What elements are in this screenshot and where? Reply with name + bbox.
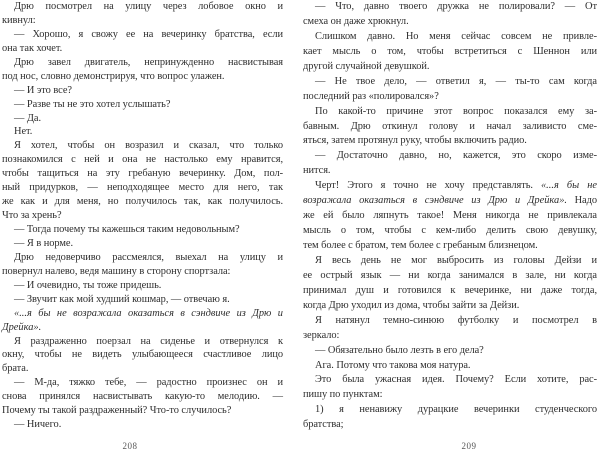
paragraph — [303, 75, 597, 105]
text-run: чтобы тащиться на эту гребаную вечеринку. Дом, пол- — [2, 168, 283, 180]
text-run: под нос, словно демонстрируя, что вопрос улажен. — [2, 70, 225, 82]
text-run: другой случайной девушкой. — [303, 60, 430, 72]
text-line — [303, 254, 597, 269]
text-run: — Я в норме. — [14, 237, 73, 249]
paragraph — [303, 0, 597, 30]
text-line — [2, 167, 283, 181]
paragraph — [2, 335, 283, 377]
text-run: — Достаточно давно, но, кажется, это скоро изме- — [315, 150, 597, 162]
text-run: — М-да, тяжко тебе, — радостно произнес он и — [14, 377, 283, 389]
text-line — [303, 269, 597, 284]
text-run: зеркало: — [303, 329, 340, 341]
text-run: ее острый язык — ни когда занимался в зале, ни когда — [303, 269, 597, 281]
paragraph — [2, 223, 283, 237]
text-run: кает мысль о том, чтобы встретиться с Шеннон или — [303, 45, 597, 57]
text-run: пишу по пунктам: — [303, 389, 383, 401]
text-run: мысль о том, чтобы с кем-либо делить свою девушку, — [303, 225, 597, 237]
text-run: кивнул: — [2, 14, 36, 26]
text-run: — Не твое дело, — ответил я, — ты-то сам когда — [315, 75, 597, 87]
paragraph — [2, 139, 283, 223]
text-line — [2, 139, 283, 153]
text-line — [303, 179, 597, 194]
text-run: Слишком давно. Но меня сейчас совсем не привле- — [315, 30, 597, 42]
text-run: Дрю посмотрел на улицу через лобовое окно и — [14, 1, 283, 12]
paragraph — [2, 98, 283, 112]
text-line — [2, 195, 283, 209]
text-line — [2, 321, 283, 335]
text-line — [2, 98, 283, 112]
paragraph — [303, 403, 597, 433]
text-line — [2, 209, 283, 223]
text-run: смеха он даже хрюкнул. — [303, 15, 409, 27]
paragraph — [2, 307, 283, 335]
text-run: — И очевидно, ты тоже придешь. — [14, 279, 162, 291]
text-run: Дрю завел двигатель, непринужденно насвистывая — [14, 56, 283, 68]
text-run: По какой-то причине этот вопрос показался ему за- — [315, 105, 597, 117]
text-line — [2, 125, 283, 139]
text-line — [303, 373, 597, 388]
text-line — [303, 314, 597, 329]
text-line — [2, 223, 283, 237]
text-run: принимал душ и готовился к вечеринке, ни даже тогда, — [303, 284, 597, 296]
paragraph — [2, 112, 283, 126]
paragraph — [303, 30, 597, 75]
text-run: снова принялся насвистывать какую-то мелодию. — — [2, 391, 283, 403]
text-run: — Звучит как мой худший кошмар, — отвечаю я. — [14, 293, 230, 305]
paragraph — [303, 149, 597, 179]
text-run: Я натянул темно-синюю футболку и посмотрел в — [315, 314, 597, 326]
text-line — [303, 90, 597, 105]
text-line — [303, 45, 597, 60]
text-line — [303, 60, 597, 75]
paragraph — [2, 0, 283, 28]
text-run: — Что, давно твоего дружка не полировали? — От — [315, 1, 597, 12]
text-line — [303, 194, 597, 209]
text-run: 1) я ненавижу дурацкие вечеринки студенческого — [315, 404, 597, 416]
text-run: — И это все? — [14, 84, 72, 96]
page-right-text — [303, 0, 597, 433]
italic-text-run: «...я бы не возражала оказаться в сэндвиче из Дрю и — [14, 307, 283, 319]
text-run: Ага. Потому что такова моя натура. — [315, 359, 471, 371]
text-line — [303, 403, 597, 418]
italic-text-run: возражала оказаться в сэндвиче из Дрю и Дрейка». — [303, 195, 567, 207]
text-line — [303, 239, 597, 254]
text-line — [303, 329, 597, 344]
text-run: — Тогда почему ты кажешься таким недовольным? — [14, 224, 240, 235]
text-run: — Ничего. — [14, 419, 62, 431]
text-line — [2, 112, 283, 126]
text-line — [2, 293, 283, 307]
text-line — [303, 134, 597, 149]
paragraph — [2, 56, 283, 84]
text-line — [303, 15, 597, 30]
text-line — [303, 75, 597, 90]
page-number-left: 208 — [122, 441, 138, 451]
text-line — [303, 299, 597, 314]
text-run: нится. — [303, 165, 331, 177]
text-run: Надо — [567, 195, 597, 207]
text-line — [2, 362, 283, 376]
text-run: Это была ужасная идея. Почему? Если хотите, рас- — [315, 374, 597, 386]
text-line — [2, 56, 283, 70]
paragraph — [2, 28, 283, 56]
text-line — [2, 251, 283, 265]
text-line — [2, 181, 283, 195]
text-line — [303, 0, 597, 15]
text-line — [303, 344, 597, 359]
italic-text-run: Дрейка». — [2, 321, 42, 333]
text-run: окну, чтобы не видеть улыбающееся счастливое лицо — [2, 349, 283, 361]
text-run: Дрю недоверчиво рассмеялся, выехал на улицу и — [14, 251, 283, 263]
text-line — [303, 359, 597, 374]
text-run: Что за хрень? — [2, 210, 62, 222]
text-line — [2, 307, 283, 321]
text-run: брата. — [2, 363, 29, 375]
text-line — [303, 149, 597, 164]
text-run: — Да. — [14, 112, 42, 124]
page-left-text — [2, 0, 283, 432]
text-line — [2, 279, 283, 293]
text-run: когда Дрю уходил из дома, чтобы зайти за Дейзи. — [303, 299, 520, 311]
text-line — [303, 209, 597, 224]
text-run: — Обязательно было лезть в его дела? — [315, 344, 484, 356]
text-run: она так хочет. — [2, 42, 63, 54]
paragraph — [2, 237, 283, 251]
text-line — [303, 388, 597, 403]
text-line — [2, 153, 283, 167]
paragraph — [2, 84, 283, 98]
paragraph — [303, 105, 597, 150]
text-run: тем более с братом, тем более с гребаным близнецом. — [303, 240, 538, 251]
paragraph — [303, 373, 597, 403]
text-run: Почему ты такой раздраженный? Что-то случилось? — [2, 405, 232, 417]
text-run: — Хорошо, я свожу ее на вечеринку братства, если — [14, 28, 283, 40]
paragraph — [2, 125, 283, 139]
text-run: Нет. — [14, 126, 33, 138]
text-run: же как и для меня, но получилось так, как получилось. — [2, 196, 283, 208]
text-run: братства; — [303, 419, 344, 431]
text-line — [2, 28, 283, 42]
italic-text-run: «...я бы не — [540, 180, 597, 192]
text-run: Я раздраженно поерзал на сиденье и отвернулся к — [14, 335, 283, 347]
text-run: — Разве ты не это хотел услышать? — [14, 98, 171, 110]
text-run: Черт! Этого я точно не хочу представлять. — [315, 180, 541, 192]
text-line — [303, 120, 597, 135]
text-line — [2, 335, 283, 349]
text-run: познакомился с ней и она не настолько ему нравится, — [2, 154, 283, 166]
text-run: бавным. Дрю откинул голову и начал заливисто сме- — [303, 120, 597, 132]
text-run: Я хотел, чтобы он возразил и сказал, что только — [14, 140, 283, 152]
text-run: последний раз «полировался»? — [303, 90, 439, 102]
paragraph — [303, 359, 597, 374]
paragraph — [2, 293, 283, 307]
text-line — [2, 418, 283, 432]
text-run: яться, затем протянул руку, чтобы включить радио. — [303, 135, 527, 147]
text-run: же ей было ляпнуть такое! Меня никогда не привлекала — [303, 210, 597, 222]
text-line — [303, 105, 597, 120]
paragraph — [303, 344, 597, 359]
text-line — [2, 84, 283, 98]
text-line — [303, 224, 597, 239]
text-run: повернул налево, ведя машину в сторону спортзала: — [2, 265, 231, 277]
text-line — [2, 0, 283, 14]
text-line — [2, 14, 283, 28]
text-run: ный придурков, — неподходящее место для него, так — [2, 182, 283, 194]
text-line — [2, 390, 283, 404]
paragraph — [303, 314, 597, 344]
text-line — [2, 42, 283, 56]
text-line — [2, 376, 283, 390]
text-line — [303, 164, 597, 179]
text-line — [2, 265, 283, 279]
text-line — [303, 284, 597, 299]
text-line — [2, 237, 283, 251]
text-line — [2, 70, 283, 84]
paragraph — [303, 254, 597, 314]
text-line — [2, 404, 283, 418]
paragraph — [2, 251, 283, 279]
paragraph — [2, 376, 283, 418]
text-run: Я весь день не мог выбросить из головы Дейзи и — [315, 254, 597, 266]
page-number-right: 209 — [461, 441, 477, 451]
text-line — [303, 30, 597, 45]
text-line — [2, 348, 283, 362]
paragraph — [303, 179, 597, 254]
paragraph — [2, 279, 283, 293]
text-line — [303, 418, 597, 433]
paragraph — [2, 418, 283, 432]
